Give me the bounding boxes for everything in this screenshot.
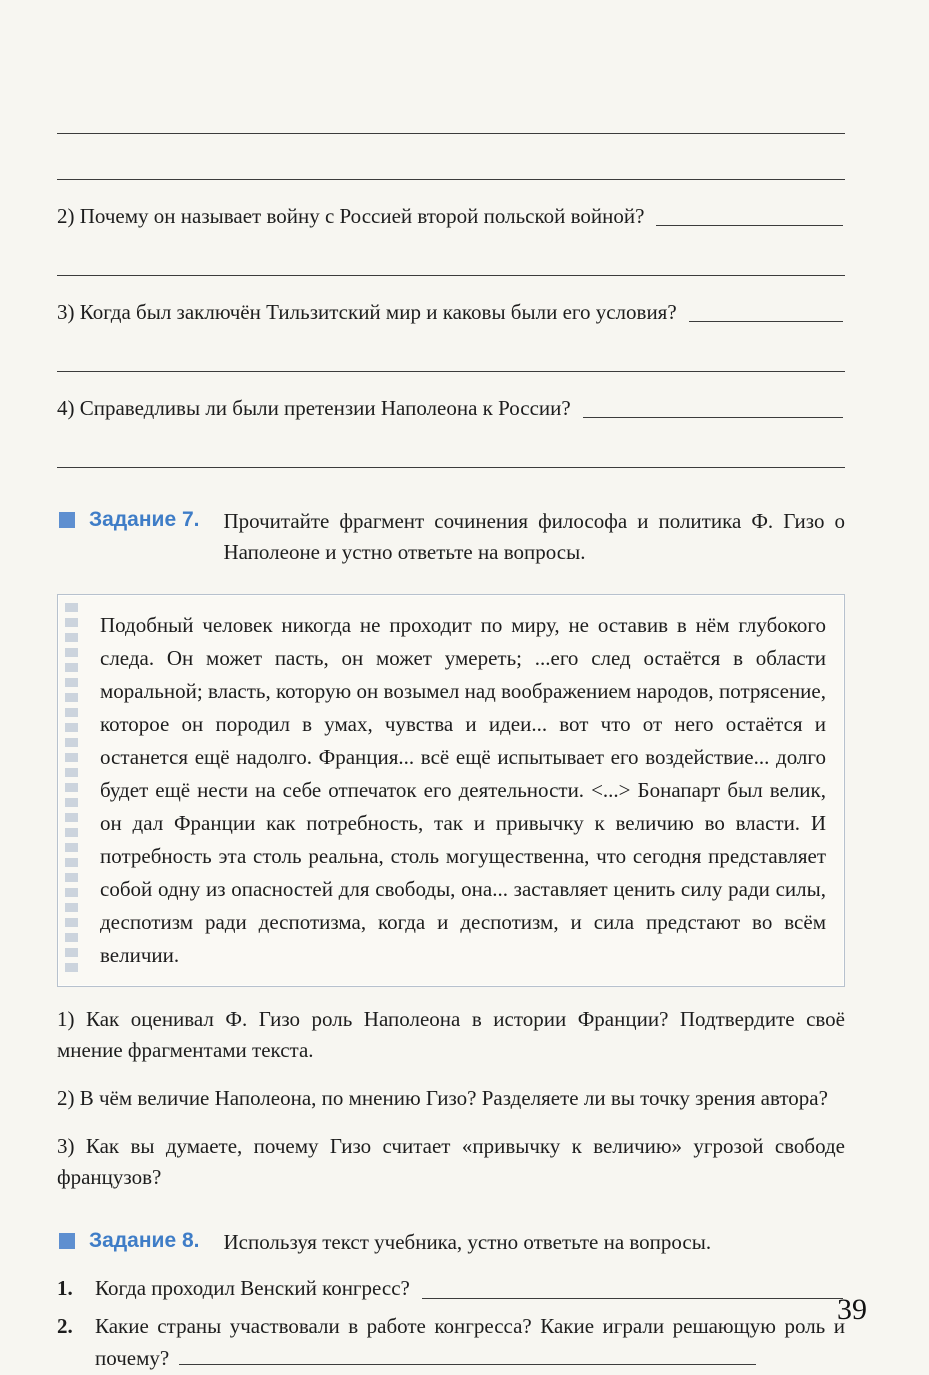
answer-blank xyxy=(656,225,843,226)
square-bullet-icon xyxy=(59,512,75,528)
task-7-question-3: 3) Как вы думаете, почему Гизо считает «привычку к величию» угрозой свободе французов? xyxy=(57,1134,845,1189)
question-2-label: 2) Почему он называет войну с Россией второй польской войной? xyxy=(57,204,645,228)
page-number: 39 xyxy=(837,1293,867,1326)
task-8-title: Задание 8. xyxy=(89,1229,200,1252)
task-7-title: Задание 7. xyxy=(89,508,200,531)
page-content xyxy=(57,0,845,1374)
task-8-header xyxy=(57,1227,845,1258)
item-body xyxy=(95,1310,845,1374)
answer-blank xyxy=(179,1363,756,1365)
answer-line xyxy=(57,275,845,276)
task-7-question-1: 1) Как оценивал Ф. Гизо роль Наполеона в истории Франции? Подтвердите своё мнение фрагментами текста. xyxy=(57,1007,845,1062)
question-4 xyxy=(57,393,845,423)
guizot-quote-box xyxy=(57,594,845,987)
question-3 xyxy=(57,297,845,327)
answer-blank xyxy=(689,321,843,322)
task-8-instruction: Используя текст учебника, устно ответьте на вопросы. xyxy=(223,1230,712,1254)
task-7-instruction: Прочитайте фрагмент сочинения философа и политика Ф. Гизо о Наполеоне и устно ответьте на вопросы. xyxy=(223,509,845,564)
task-7-question-2: 2) В чём величие Наполеона, по мнению Гизо? Разделяете ли вы точку зрения автора? xyxy=(57,1086,828,1110)
task-8-item-1-text: Когда проходил Венский конгресс? xyxy=(95,1276,410,1300)
task-8-item-2-text: Какие страны участвовали в работе конгресса? Какие играли решающую роль и почему? xyxy=(95,1314,845,1370)
item-number: 2. xyxy=(57,1314,73,1338)
decorative-border-icon xyxy=(65,603,78,978)
task-8-item-1 xyxy=(57,1272,845,1304)
item-body xyxy=(95,1272,845,1304)
answer-line xyxy=(57,133,845,134)
answer-blank xyxy=(422,1298,843,1299)
task-7-header xyxy=(57,506,845,568)
item-number: 1. xyxy=(57,1276,73,1300)
square-bullet-icon xyxy=(59,1233,75,1249)
answer-line xyxy=(57,467,845,468)
question-3-label: 3) Когда был заключён Тильзитский мир и каковы были его условия? xyxy=(57,300,677,324)
answer-blank xyxy=(583,417,843,418)
answer-line xyxy=(57,179,845,180)
guizot-quote-text: Подобный человек никогда не проходит по миру, не оставив в нём глубокого следа. Он может пасть, он может умереть; ...его след остаётся в области моральной; власть, которую он возымел над воображением народов, потрясение, которое он породил в умах, чувства и идеи... вот что от него остаётся и останется ещё надолго. Франция... всё ещё испытывает его воздействие... долго будет ещё нести на себе отпечаток его деятельности. <...> Бонапарт был велик, он дал Франции как потребность, так и привычку к величию во власти. И потребность эта столь реальна, столь могущественна, что сегодня представляет собой одну из опасностей для свободы, она... заставляет ценить силу ради силы, деспотизм ради деспотизма, когда и деспотизм, и сила предстают во всём величии. xyxy=(100,613,826,967)
task-8-item-2 xyxy=(57,1310,845,1374)
question-4-label: 4) Справедливы ли были претензии Наполеона к России? xyxy=(57,396,571,420)
question-2 xyxy=(57,201,845,231)
answer-line xyxy=(57,371,845,372)
